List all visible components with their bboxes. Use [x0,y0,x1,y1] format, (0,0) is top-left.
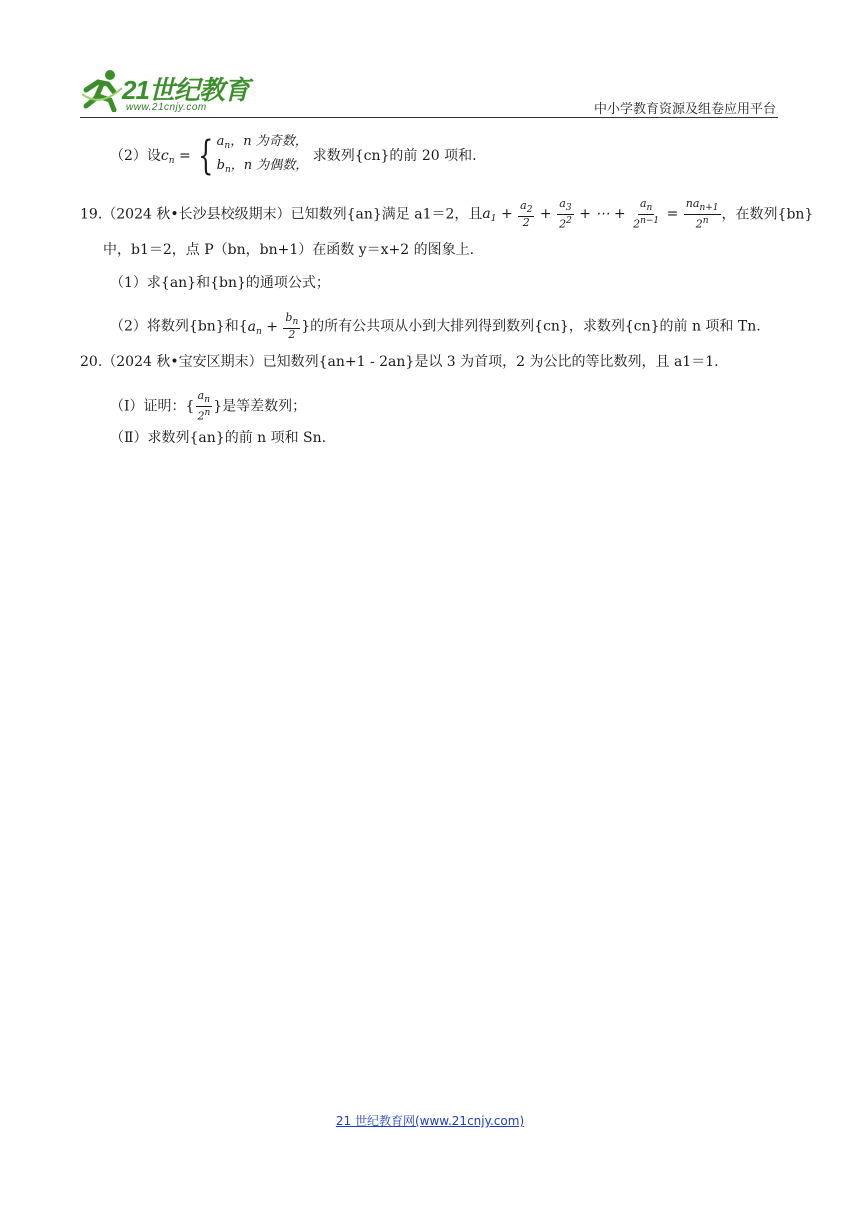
footer-link[interactable]: 21 世纪教育网(www.21cnjy.com) [335,1114,525,1128]
q20-source: （2024 秋•宝安区期末） [102,354,263,370]
case-even: $b_n$，n 为偶数， [216,158,309,175]
header-divider [80,117,778,118]
footer [0,1112,860,1129]
q20-part1-b: }是等差数列； [213,398,307,415]
q19-stem-a: 已知数列{an}满足 a1＝2，且 [290,206,483,223]
q18-part2-suffix: 求数列{cn}的前 20 项和. [312,148,477,164]
q19-part2 [110,312,761,342]
q20-part1 [110,390,306,423]
math-sum-expression: $a_1$ + $\frac{a_2}{2}$ + $\frac{a_3}{2^2}$ + ⋯ + $\frac{a_n}{2^{n-1}}$ = $\frac{na_{n+1}}{2^n}$ [482,197,719,231]
logo-text: 21世纪教育 [122,75,249,105]
q19-stem-b: ，在数列{bn} [721,206,814,223]
brace-glyph: { [198,133,214,179]
math-an-over-2n: $\frac{a_n}{2^n}$ [197,389,211,423]
q19-part2-a: （2）将数列{bn}和{ [110,318,248,335]
q20-part2: （Ⅱ）求数列{an}的前 n 项和 Sn. [110,430,327,446]
site-logo [80,66,250,116]
q20-number: 20. [80,354,103,370]
q18-part2-prefix: （2）设 [110,148,161,164]
platform-name: 中小学教育资源及组卷应用平台 [593,102,776,117]
q19-source: （2024 秋•长沙县校级期末） [102,206,291,223]
runner-logo-icon [80,68,124,112]
q19-part2-b: }的所有公共项从小到大排列得到数列{cn}，求数列{cn}的前 n 项和 Tn. [301,318,761,335]
logo-url: www.21cnjy.com [126,102,207,113]
q20-part1-a: （Ⅰ）证明：{ [110,398,195,415]
q20-stem [80,352,719,372]
piecewise-definition [195,132,308,180]
math-c-n: $c_n$ [160,148,175,166]
q19-line2: 中，b1＝2，点 P（bn，bn+1）在函数 y＝x+2 的图象上. [103,242,475,258]
q18-part2: （2）设$c_n$ = { $a_n$，n 为奇数， $b_n$，n 为偶数， 求数列{cn}的前 20 项和. [110,133,477,179]
q20-stem-text: 已知数列{an+1 - 2an}是以 3 为首项，2 为公比的等比数列，且 a1＝1. [262,354,719,370]
q19-number: 19. [80,206,103,223]
q19-part1: （1）求{an}和{bn}的通项公式； [110,275,330,291]
case-odd: $a_n$，n 为奇数， [216,134,308,151]
q19-stem [80,198,813,231]
math-an-plus-bn-half: $a_n$ + $\frac{b_n}{2}$ [247,311,299,341]
